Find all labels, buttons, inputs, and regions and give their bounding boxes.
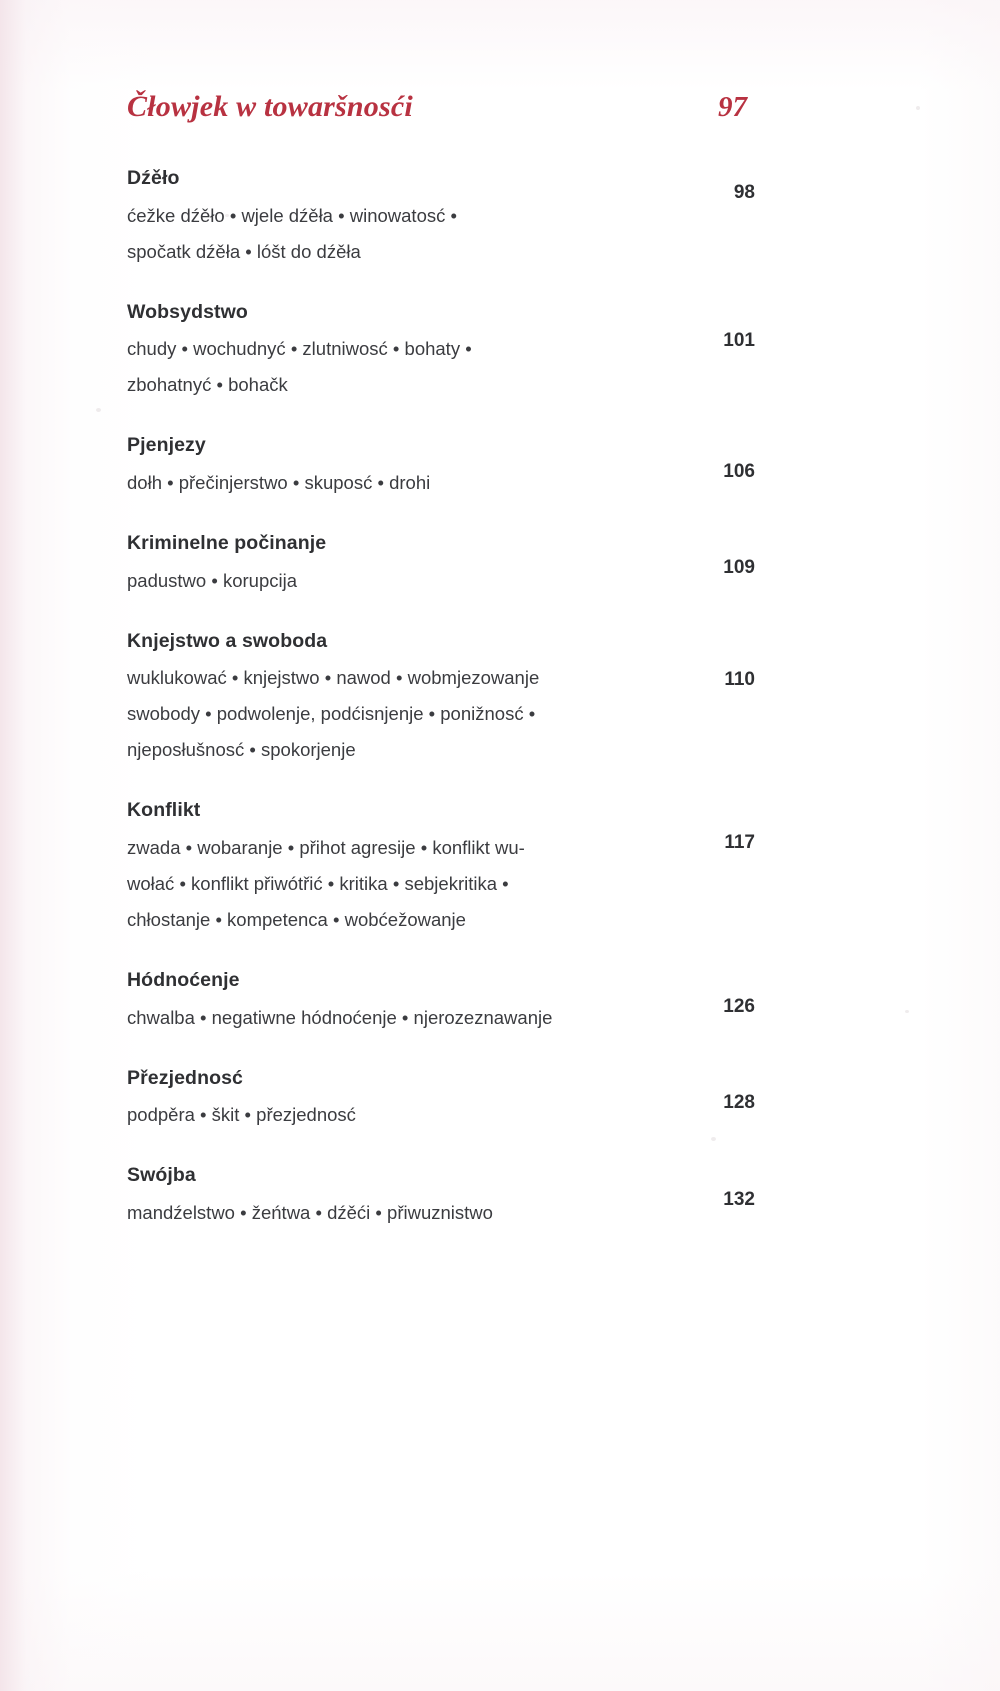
toc-entry-body <box>127 531 672 599</box>
toc-entry-page-number[interactable]: 126 <box>723 996 755 1018</box>
toc-entry-keywords-line: njeposłušnosć • spokorjenje <box>127 739 356 761</box>
toc-entry[interactable] <box>127 1066 755 1134</box>
toc-entry[interactable] <box>127 433 755 501</box>
toc-entry-page-number[interactable]: 106 <box>723 461 755 483</box>
toc-entry-page-number[interactable]: 128 <box>723 1091 755 1113</box>
toc-entry[interactable] <box>127 968 755 1036</box>
toc-entry-keywords-line: ćežke dźěło • wjele dźěła • winowatosć • <box>127 204 457 226</box>
toc-entry[interactable] <box>127 798 755 938</box>
toc-entry[interactable] <box>127 1163 755 1231</box>
toc-entry-page-number[interactable]: 109 <box>723 557 755 578</box>
toc-entry-keywords-line: zwada • wobaranje • přihot agresije • konflikt wu- <box>127 836 525 858</box>
chapter-title: Čłowjek w towaršnosći <box>127 90 413 123</box>
toc-entry[interactable] <box>127 300 755 404</box>
chapter-page-number: 97 <box>718 91 747 123</box>
toc-entry-title[interactable]: Kriminelne počinanje <box>127 532 327 554</box>
toc-entry-body <box>127 166 672 270</box>
toc-entry-keywords-line: swobody • podwolenje, podćisnjenje • ponižnosć • <box>127 703 536 725</box>
toc-entry-page-number[interactable]: 101 <box>723 329 755 351</box>
toc-entry-body <box>127 629 672 769</box>
toc-entry-keywords-line: wuklukować • knjejstwo • nawod • wobmjezowanje <box>127 667 540 689</box>
toc-entry-title[interactable]: Dźěło <box>127 167 180 189</box>
toc-entry-title[interactable]: Knjejstwo a swoboda <box>127 629 328 652</box>
toc-entry-page-number[interactable]: 98 <box>733 182 755 203</box>
toc-entry-body <box>127 1066 672 1134</box>
toc-entry[interactable] <box>127 531 755 599</box>
toc-entry-body <box>127 968 672 1036</box>
toc-entry-body <box>127 1163 672 1231</box>
scan-speck <box>96 408 101 412</box>
toc-entry[interactable] <box>127 629 755 769</box>
toc-entry-keywords-line: chłostanje • kompetenca • wobćežowanje <box>127 909 466 931</box>
toc-entry[interactable] <box>127 166 755 270</box>
toc-entry-title[interactable]: Přezjednosć <box>127 1066 243 1089</box>
toc-entry-keywords-line: podpěra • škit • přezjednosć <box>127 1104 356 1126</box>
toc-entry-keywords-line: chudy • wochudnyć • zlutniwosć • bohaty • <box>127 338 472 360</box>
toc-entry-title[interactable]: Wobsydstwo <box>127 300 248 323</box>
toc-entry-title[interactable]: Konflikt <box>127 799 201 822</box>
toc-entry-keywords-line: zbohatnyć • bohačk <box>127 374 288 396</box>
toc-entry-title[interactable]: Hódnoćenje <box>127 969 240 992</box>
scan-speck <box>916 106 920 110</box>
toc-entry-keywords-line: chwalba • negatiwne hódnoćenje • njerozeznawanje <box>127 1006 553 1028</box>
toc-entry-page-number[interactable]: 110 <box>724 668 755 690</box>
toc-entry-keywords-line: spočatk dźěła • lóšt do dźěła <box>127 240 361 262</box>
toc-entry-body <box>127 433 672 501</box>
toc-entry-keywords-line: mandźelstwo • žeńtwa • dźěći • přiwuznistwo <box>127 1201 493 1223</box>
toc-entry-keywords-line: wołać • konflikt přiwótřić • kritika • sebjekritika • <box>127 873 509 894</box>
chapter-running-head <box>127 90 747 124</box>
toc-entry-keywords-line: dołh • přečinjerstwo • skuposć • drohi <box>127 471 431 493</box>
toc-entry-title[interactable]: Swójba <box>127 1164 196 1187</box>
toc-entry-page-number[interactable]: 132 <box>723 1189 755 1211</box>
toc-entry-page-number[interactable]: 117 <box>724 832 755 854</box>
table-of-contents <box>127 166 755 1261</box>
scan-speck <box>905 1010 909 1013</box>
toc-entry-keywords-line: padustwo • korupcija <box>127 569 297 591</box>
toc-entry-title[interactable]: Pjenjezy <box>127 434 206 457</box>
toc-entry-body <box>127 798 672 938</box>
toc-entry-body <box>127 300 672 404</box>
